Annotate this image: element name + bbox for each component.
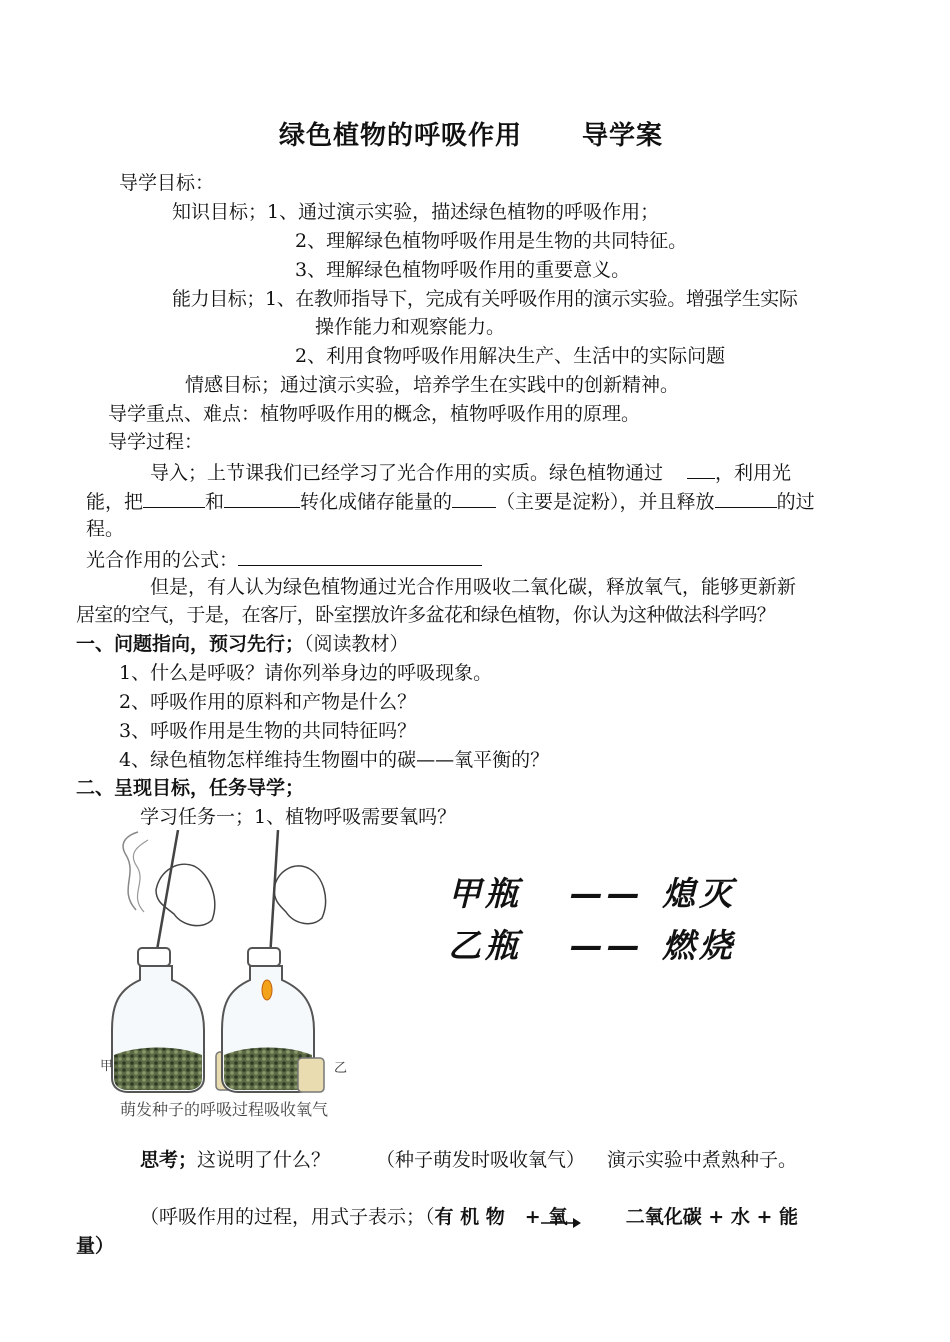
goals-heading: 导学目标： [119, 172, 215, 194]
page-title [279, 123, 663, 149]
arrow-right-icon [541, 1216, 581, 1230]
formula-blank[interactable] [238, 545, 482, 566]
title-main: 绿色植物的呼吸作用 [279, 121, 523, 151]
intro-line-1: 导入；上节课我们已经学习了光合作用的实质。绿色植物通过 ，利用光 [150, 458, 791, 486]
ability-goal-1: 能力目标；1、在教师指导下，完成有关呼吸作用的演示实验。增强学生实际 [172, 288, 798, 310]
think-label: 思考； [140, 1149, 198, 1171]
blank-raw-1[interactable] [143, 487, 205, 508]
result-jia: 甲瓶 —— 熄灭 [448, 874, 736, 913]
question-line-1: 但是，有人认为绿色植物通过光合作用吸收二氧化碳，释放氧气，能够更新新 [150, 576, 797, 598]
preview-question-4: 4、绿色植物怎样维持生物圈中的碳——氧平衡的？ [119, 749, 550, 771]
preview-question-3: 3、呼吸作用是生物的共同特征吗？ [119, 720, 417, 742]
formula-label: 光合作用的公式： [86, 549, 239, 571]
result-yi: 乙瓶 —— 燃烧 [448, 926, 736, 965]
blank-raw-2[interactable] [224, 487, 300, 508]
knowledge-goal-1: 知识目标；1、通过演示实验，描述绿色植物的呼吸作用； [172, 201, 660, 223]
think-answer: （种子萌发时吸收氧气） [376, 1149, 586, 1171]
think-line: 思考；这说明了什么？ （种子萌发时吸收氧气） 演示实验中煮熟种子。 [140, 1149, 798, 1171]
ability-goal-1-cont: 操作能力和观察能力。 [315, 316, 506, 338]
respiration-formula: （呼吸作用的过程，用式子表示；（有 机 物 + 氧 二氧化碳 + 水 + 能 [140, 1206, 798, 1228]
knowledge-goal-label: 知识目标； [172, 201, 268, 223]
respiration-formula-tail: 量） [76, 1235, 115, 1257]
oxygen-arrow: 氧 [549, 1206, 568, 1228]
figure-label-yi: 乙 [334, 1061, 348, 1076]
intro-line-3: 程。 [86, 518, 125, 540]
section-1-heading: 一、问题指向，预习先行；（阅读教材） [76, 633, 409, 655]
blank-light[interactable] [687, 458, 715, 479]
task-1: 学习任务一；1、植物呼吸需要氧吗？ [140, 806, 457, 828]
experiment-figure [98, 830, 360, 1130]
question-line-2: 居室的空气，于是，在客厅，卧室摆放许多盆花和绿色植物，你认为这种做法科学吗？ [76, 604, 776, 626]
blank-release[interactable] [715, 487, 777, 508]
figure-caption: 萌发种子的呼吸过程吸收氧气 [120, 1100, 329, 1119]
emotion-goal: 情感目标；通过演示实验，培养学生在实践中的创新精神。 [185, 374, 680, 396]
knowledge-goal-2: 2、理解绿色植物呼吸作用是生物的共同特征。 [295, 230, 688, 252]
process-heading: 导学过程： [108, 431, 204, 453]
preview-question-1: 1、什么是呼吸？请你列举身边的呼吸现象。 [119, 662, 493, 684]
ability-goal-2: 2、利用食物呼吸作用解决生产、生活中的实际问题 [295, 345, 726, 367]
intro-line-2: 能，把 和 转化成储存能量的 （主要是淀粉），并且释放 的过 [86, 487, 815, 515]
section-2-heading: 二、呈现目标，任务导学； [76, 777, 305, 799]
flame-icon [262, 980, 272, 1000]
right-hand-icon [274, 866, 326, 924]
ability-goal-label: 能力目标； [172, 288, 266, 310]
preview-question-2: 2、呼吸作用的原料和产物是什么？ [119, 691, 417, 713]
figure-label-jia: 甲 [100, 1059, 114, 1074]
knowledge-goal-3: 3、理解绿色植物呼吸作用的重要意义。 [295, 259, 631, 281]
formula-line [86, 545, 482, 573]
left-hand-icon [156, 864, 215, 925]
title-sub: 导学案 [582, 121, 664, 151]
bottle-jia [112, 948, 204, 1092]
key-points: 导学重点、难点：植物呼吸作用的概念，植物呼吸作用的原理。 [108, 403, 641, 425]
blank-organic[interactable] [452, 487, 496, 508]
